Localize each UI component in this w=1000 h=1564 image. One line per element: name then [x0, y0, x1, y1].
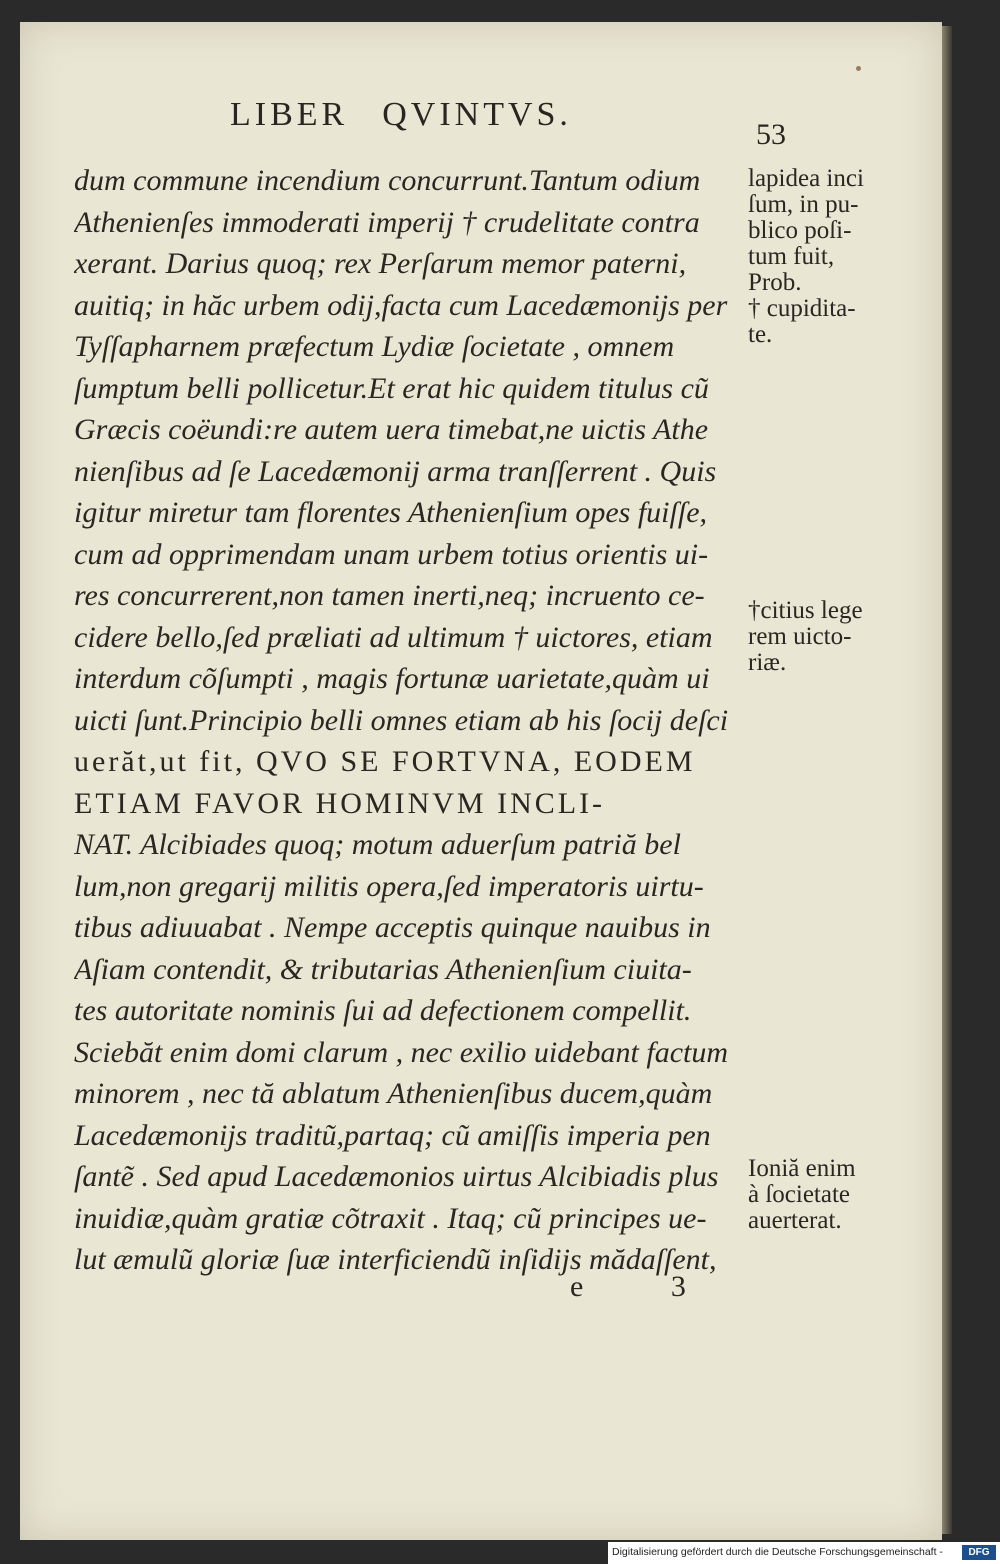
margin-note-line: † cupidita- — [748, 295, 856, 322]
text-line: Lacedæmonijs traditũ,partaq; cũ amiſſis imperia pen — [74, 1118, 711, 1152]
text-line: nienſibus ad ſe Lacedæmonij arma tranſſerrent . Quis — [74, 454, 717, 488]
text-line: interdum cõſumpti , magis fortunæ uarietate,quàm ui — [74, 662, 710, 695]
text-line: res concurrerent,non tamen inerti,neq; incruento ce- — [74, 579, 705, 612]
text-line: tibus adiuuabat . Nempe acceptis quinque nauibus in — [74, 911, 711, 944]
margin-note-line: te. — [748, 321, 773, 348]
dfg-logo[interactable]: DFG — [962, 1545, 996, 1560]
main-text-block — [74, 160, 746, 1281]
text-line: igitur miretur tam florentes Athenienſium opes fuiſſe, — [74, 496, 708, 529]
margin-note-line: tum fuit, — [748, 243, 835, 270]
running-title-word-2: QVINTVS. — [382, 96, 572, 133]
text-line-caps: ETIAM FAVOR HOMINVM INCLI- — [74, 786, 606, 820]
text-line: cum ad opprimendam unam urbem totius orientis ui- — [74, 537, 709, 571]
text-line: Sciebăt enim domi clarum , nec exilio uidebant factum — [74, 1035, 729, 1069]
paper-speck — [856, 66, 861, 71]
margin-note-line: à ſocietate — [748, 1181, 851, 1208]
margin-note-line: lapidea inci — [748, 165, 864, 192]
running-title-word-1: LIBER — [230, 96, 349, 133]
running-header — [230, 96, 730, 134]
text-line: auitiq; in hăc urbem odij,facta cum Lacedæmonijs per — [74, 288, 728, 322]
digitization-credit: Digitalisierung gefördert durch die Deutsche Forschungsgemeinschaft - — [612, 1546, 943, 1558]
page-number: 53 — [756, 118, 786, 151]
text-line: uicti ſunt.Principio belli omnes etiam ab his ſocij deſci — [74, 703, 729, 737]
page-edge — [942, 26, 952, 1534]
margin-note-line: ſum, in pu- — [748, 191, 859, 218]
text-line: ſumptum belli pollicetur.Et erat hic quidem titulus cũ — [74, 371, 709, 405]
text-line: cidere bello,ſed præliati ad ultimum † uictores, etiam — [74, 620, 713, 654]
text-line: dum commune incendium concurrunt.Tantum odium — [74, 164, 701, 197]
margin-note-line: auerterat. — [748, 1207, 842, 1234]
margin-note-2 — [748, 598, 898, 676]
text-line: lut æmulũ gloriæ ſuæ interficiendũ inſidijs mădaſſent, — [74, 1243, 717, 1276]
margin-note-line: Ioniă enim — [748, 1155, 856, 1182]
text-line: lum,non gregarij militis opera,ſed imperatoris uirtu- — [74, 869, 704, 903]
margin-note-line: rem uicto- — [748, 623, 852, 650]
text-line: NAT. Alcibiades quoq; motum aduerſum patriă bel — [74, 828, 681, 861]
text-line: minorem , nec tă ablatum Athenienſibus ducem,quàm — [74, 1077, 713, 1110]
text-line: Athenienſes immoderati imperij † crudelitate contra — [74, 205, 700, 239]
text-line: Aſiam contendit, & tributarias Athenienſium ciuita- — [74, 952, 692, 986]
text-line-caps: uerăt,ut fit, QVO SE FORTVNA, EODEM — [74, 745, 696, 778]
text-line: inuidiæ,quàm gratiæ cõtraxit . Itaq; cũ principes ue- — [74, 1201, 707, 1235]
margin-note-line: blico poſi- — [748, 217, 852, 244]
margin-note-line: Prob. — [748, 269, 802, 296]
margin-note-3 — [748, 1156, 898, 1234]
text-line: Græcis coëundi:re autem uera timebat,ne uictis Athe — [74, 413, 709, 446]
margin-note-line: riæ. — [748, 649, 787, 676]
text-line: xerant. Darius quoq; rex Perſarum memor paterni, — [74, 247, 687, 280]
text-line: Tyſſapharnem præfectum Lydiæ ſocietate , omnem — [74, 330, 675, 363]
margin-note-1 — [748, 166, 898, 348]
text-line: ſantẽ . Sed apud Lacedæmonios uirtus Alcibiadis plus — [74, 1160, 719, 1193]
text-line: tes autoritate nominis ſui ad defectionem compellit. — [74, 994, 692, 1027]
signature-mark: e 3 — [570, 1270, 726, 1303]
margin-note-line: †citius lege — [748, 597, 863, 624]
